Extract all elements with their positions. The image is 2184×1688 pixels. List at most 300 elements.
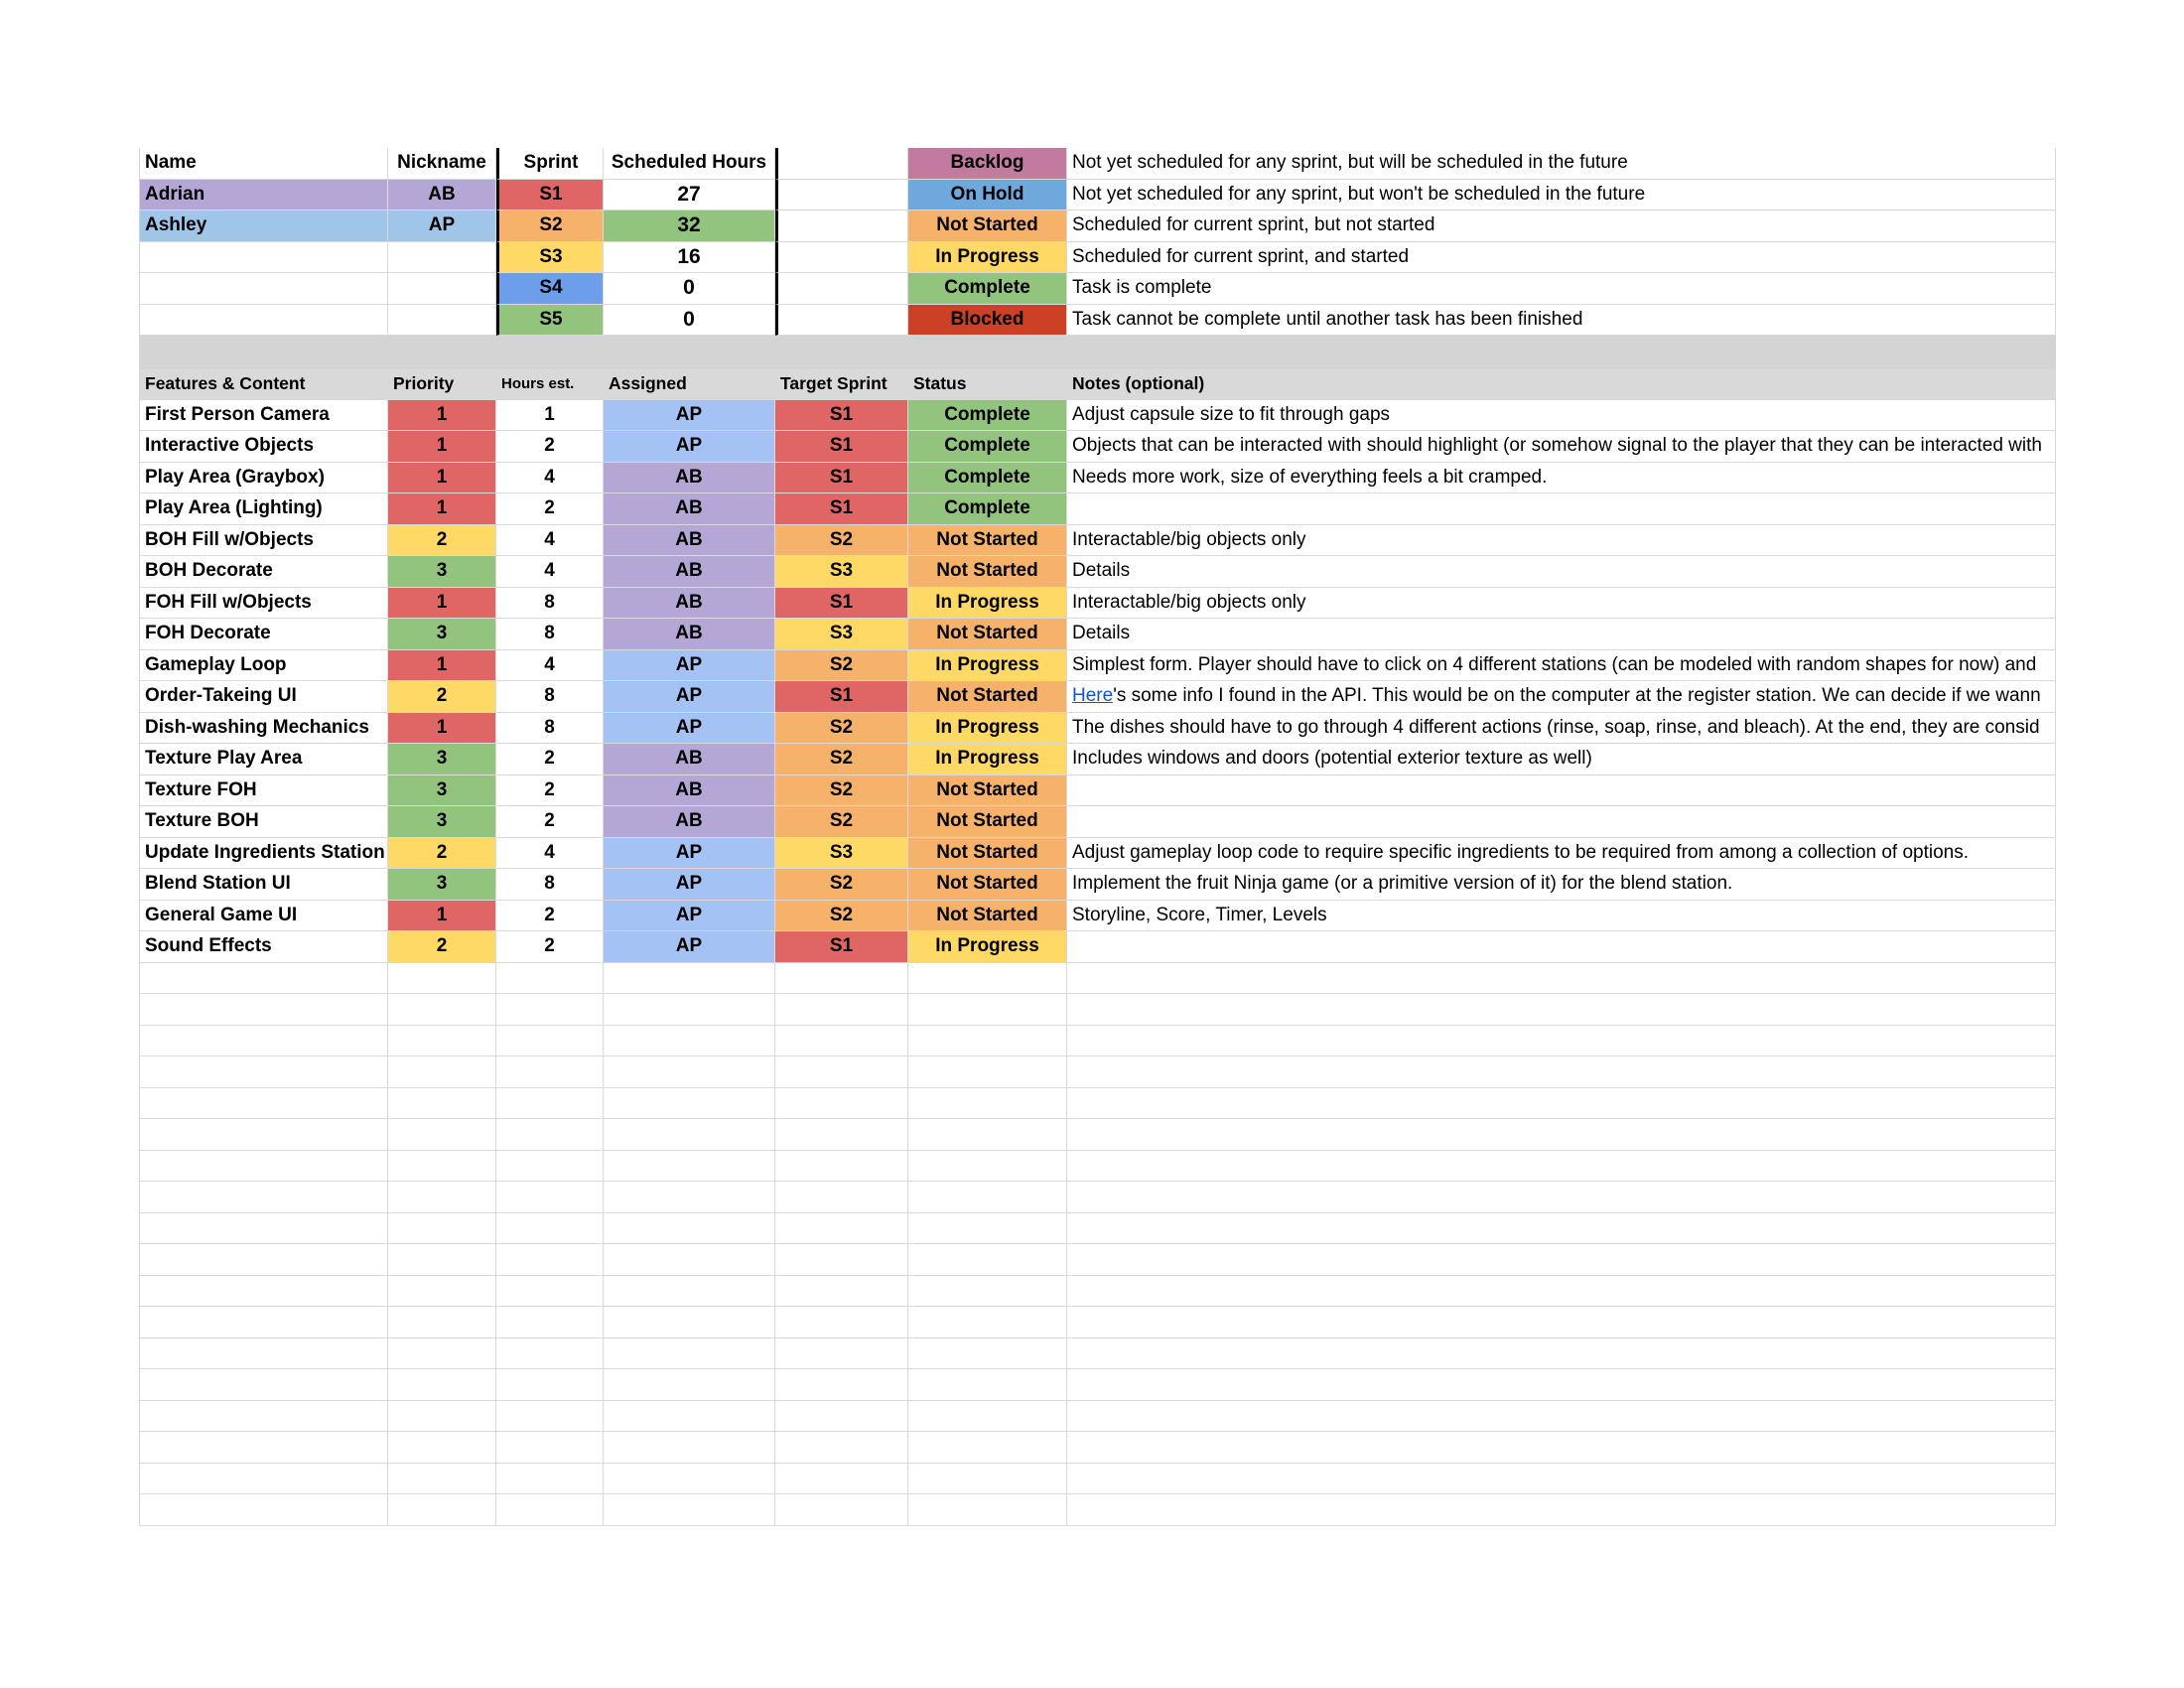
feature-name[interactable]: Texture Play Area — [140, 744, 388, 775]
empty-cell[interactable] — [496, 1432, 604, 1464]
status-header[interactable]: Status — [908, 368, 1067, 400]
legend-description[interactable]: Task cannot be complete until another task has been finished — [1067, 305, 2056, 337]
empty-cell[interactable] — [1067, 1182, 2056, 1213]
empty-cell[interactable] — [908, 1494, 1067, 1526]
empty-cell[interactable] — [775, 305, 908, 337]
empty-cell[interactable] — [775, 963, 908, 995]
empty-cell[interactable] — [1067, 963, 2056, 995]
empty-cell[interactable] — [1067, 1244, 2056, 1276]
hours-cell[interactable]: 2 — [496, 493, 604, 525]
empty-cell[interactable] — [388, 1338, 496, 1370]
assigned-header[interactable]: Assigned — [604, 368, 775, 400]
notes-cell[interactable]: Details — [1067, 556, 2056, 588]
empty-cell[interactable] — [908, 1119, 1067, 1151]
empty-cell[interactable] — [604, 1244, 775, 1276]
target-sprint-cell[interactable]: S2 — [775, 650, 908, 682]
status-cell[interactable]: Complete — [908, 400, 1067, 432]
priority-cell[interactable]: 3 — [388, 775, 496, 807]
empty-cell[interactable] — [908, 1338, 1067, 1370]
status-cell[interactable]: Not Started — [908, 838, 1067, 870]
legend-description[interactable]: Not yet scheduled for any sprint, but won't be scheduled in the future — [1067, 180, 2056, 211]
empty-cell[interactable] — [775, 1056, 908, 1088]
empty-cell[interactable] — [1067, 1213, 2056, 1245]
notes-cell[interactable] — [1067, 806, 2056, 838]
scheduled-hours-header[interactable]: Scheduled Hours — [604, 148, 775, 180]
empty-cell[interactable] — [496, 994, 604, 1026]
empty-cell[interactable] — [775, 1119, 908, 1151]
empty-cell[interactable] — [140, 1213, 388, 1245]
empty-cell[interactable] — [604, 1432, 775, 1464]
empty-cell[interactable] — [775, 1244, 908, 1276]
assigned-cell[interactable]: AB — [604, 806, 775, 838]
status-cell[interactable]: Not Started — [908, 806, 1067, 838]
hours-cell[interactable]: 2 — [496, 806, 604, 838]
status-cell[interactable]: Not Started — [908, 869, 1067, 901]
notes-cell[interactable]: Objects that can be interacted with should highlight (or somehow signal to the player that they can be interacted with — [1067, 431, 2056, 463]
sprint-id[interactable]: S1 — [496, 180, 604, 211]
empty-cell[interactable] — [1067, 1151, 2056, 1183]
empty-cell[interactable] — [1067, 1307, 2056, 1338]
priority-cell[interactable]: 1 — [388, 588, 496, 620]
empty-cell[interactable] — [388, 1119, 496, 1151]
target-sprint-cell[interactable]: S3 — [775, 556, 908, 588]
feature-name[interactable]: Interactive Objects — [140, 431, 388, 463]
status-cell[interactable]: Complete — [908, 431, 1067, 463]
empty-cell[interactable] — [140, 1276, 388, 1308]
empty-cell[interactable] — [1067, 1088, 2056, 1120]
priority-cell[interactable]: 1 — [388, 713, 496, 745]
empty-cell[interactable] — [775, 1213, 908, 1245]
target-sprint-cell[interactable]: S3 — [775, 838, 908, 870]
empty-cell[interactable] — [604, 1026, 775, 1057]
notes-cell[interactable]: Adjust gameplay loop code to require specific ingredients to be required from among a collection of options. — [1067, 838, 2056, 870]
notes-cell[interactable]: Includes windows and doors (potential exterior texture as well) — [1067, 744, 2056, 775]
empty-cell[interactable] — [908, 1276, 1067, 1308]
empty-cell[interactable] — [604, 1056, 775, 1088]
legend-status[interactable]: On Hold — [908, 180, 1067, 211]
empty-cell[interactable] — [140, 1151, 388, 1183]
target-sprint-cell[interactable]: S2 — [775, 525, 908, 557]
target-sprint-cell[interactable]: S1 — [775, 431, 908, 463]
empty-cell[interactable] — [388, 1369, 496, 1401]
legend-description[interactable]: Scheduled for current sprint, and started — [1067, 242, 2056, 274]
empty-cell[interactable] — [1067, 1056, 2056, 1088]
empty-cell[interactable] — [388, 1213, 496, 1245]
empty-cell[interactable] — [388, 1494, 496, 1526]
empty-cell[interactable] — [388, 1464, 496, 1495]
hours-cell[interactable]: 8 — [496, 713, 604, 745]
assigned-cell[interactable]: AP — [604, 400, 775, 432]
name-header[interactable]: Name — [140, 148, 388, 180]
priority-cell[interactable]: 3 — [388, 619, 496, 650]
legend-description[interactable]: Scheduled for current sprint, but not started — [1067, 211, 2056, 242]
target-sprint-cell[interactable]: S2 — [775, 869, 908, 901]
empty-cell[interactable] — [496, 963, 604, 995]
priority-cell[interactable]: 3 — [388, 744, 496, 775]
notes-cell[interactable] — [1067, 681, 2056, 713]
empty-cell[interactable] — [140, 1056, 388, 1088]
empty-cell[interactable] — [908, 1182, 1067, 1213]
assigned-cell[interactable]: AB — [604, 556, 775, 588]
notes-cell[interactable]: The dishes should have to go through 4 different actions (rinse, soap, rinse, and bleach). At the end, they are consid — [1067, 713, 2056, 745]
empty-cell[interactable] — [908, 1151, 1067, 1183]
empty-cell[interactable] — [496, 1119, 604, 1151]
empty-cell[interactable] — [775, 1182, 908, 1213]
notes-cell[interactable]: Interactable/big objects only — [1067, 588, 2056, 620]
feature-name[interactable]: BOH Fill w/Objects — [140, 525, 388, 557]
target-sprint-header[interactable]: Target Sprint — [775, 368, 908, 400]
empty-cell[interactable] — [388, 963, 496, 995]
empty-cell[interactable] — [140, 273, 388, 305]
hours-cell[interactable]: 8 — [496, 588, 604, 620]
empty-cell[interactable] — [604, 1464, 775, 1495]
priority-cell[interactable]: 1 — [388, 431, 496, 463]
status-cell[interactable]: Not Started — [908, 901, 1067, 932]
sprint-id[interactable]: S2 — [496, 211, 604, 242]
sprint-id[interactable]: S5 — [496, 305, 604, 337]
priority-cell[interactable]: 2 — [388, 525, 496, 557]
notes-cell[interactable]: Implement the fruit Ninja game (or a primitive version of it) for the blend station. — [1067, 869, 2056, 901]
priority-cell[interactable]: 1 — [388, 650, 496, 682]
empty-cell[interactable] — [775, 1307, 908, 1338]
status-cell[interactable]: Not Started — [908, 681, 1067, 713]
assigned-cell[interactable]: AP — [604, 713, 775, 745]
notes-cell[interactable]: Simplest form. Player should have to click on 4 different stations (can be modeled with random shapes for now) and — [1067, 650, 2056, 682]
target-sprint-cell[interactable]: S1 — [775, 931, 908, 963]
empty-cell[interactable] — [604, 1494, 775, 1526]
empty-cell[interactable] — [604, 1119, 775, 1151]
empty-cell[interactable] — [388, 1401, 496, 1433]
assigned-cell[interactable]: AB — [604, 463, 775, 494]
feature-name[interactable]: Update Ingredients Station — [140, 838, 388, 870]
empty-cell[interactable] — [140, 1244, 388, 1276]
assigned-cell[interactable]: AP — [604, 869, 775, 901]
empty-cell[interactable] — [908, 1244, 1067, 1276]
priority-cell[interactable]: 1 — [388, 901, 496, 932]
target-sprint-cell[interactable]: S2 — [775, 806, 908, 838]
empty-cell[interactable] — [1067, 1401, 2056, 1433]
feature-name[interactable]: Gameplay Loop — [140, 650, 388, 682]
empty-cell[interactable] — [140, 1026, 388, 1057]
status-cell[interactable]: In Progress — [908, 588, 1067, 620]
empty-cell[interactable] — [604, 1182, 775, 1213]
assigned-cell[interactable]: AP — [604, 681, 775, 713]
empty-cell[interactable] — [775, 242, 908, 274]
status-cell[interactable]: Not Started — [908, 775, 1067, 807]
feature-name[interactable]: Blend Station UI — [140, 869, 388, 901]
empty-cell[interactable] — [140, 1494, 388, 1526]
empty-cell[interactable] — [496, 1464, 604, 1495]
empty-cell[interactable] — [388, 1056, 496, 1088]
empty-cell[interactable] — [140, 242, 388, 274]
empty-cell[interactable] — [140, 1338, 388, 1370]
feature-name[interactable]: Dish-washing Mechanics — [140, 713, 388, 745]
nickname-header[interactable]: Nickname — [388, 148, 496, 180]
empty-cell[interactable] — [775, 1494, 908, 1526]
empty-cell[interactable] — [140, 1088, 388, 1120]
feature-name[interactable]: General Game UI — [140, 901, 388, 932]
hours-cell[interactable]: 2 — [496, 931, 604, 963]
status-cell[interactable]: In Progress — [908, 744, 1067, 775]
empty-cell[interactable] — [775, 1432, 908, 1464]
empty-cell[interactable] — [140, 1119, 388, 1151]
empty-cell[interactable] — [496, 1182, 604, 1213]
empty-cell[interactable] — [140, 1307, 388, 1338]
empty-cell[interactable] — [496, 1056, 604, 1088]
empty-cell[interactable] — [775, 148, 908, 180]
notes-cell[interactable]: Details — [1067, 619, 2056, 650]
sprint-hours[interactable]: 0 — [604, 305, 775, 337]
target-sprint-cell[interactable]: S3 — [775, 619, 908, 650]
target-sprint-cell[interactable]: S2 — [775, 713, 908, 745]
target-sprint-cell[interactable]: S1 — [775, 588, 908, 620]
assigned-cell[interactable]: AP — [604, 431, 775, 463]
empty-cell[interactable] — [388, 1026, 496, 1057]
empty-cell[interactable] — [1067, 1276, 2056, 1308]
empty-cell[interactable] — [908, 994, 1067, 1026]
empty-cell[interactable] — [388, 1276, 496, 1308]
hours-cell[interactable]: 2 — [496, 744, 604, 775]
empty-cell[interactable] — [140, 1432, 388, 1464]
feature-name[interactable]: Sound Effects — [140, 931, 388, 963]
status-cell[interactable]: Not Started — [908, 556, 1067, 588]
empty-cell[interactable] — [1067, 1338, 2056, 1370]
priority-cell[interactable]: 3 — [388, 869, 496, 901]
priority-cell[interactable]: 1 — [388, 493, 496, 525]
feature-name[interactable]: First Person Camera — [140, 400, 388, 432]
person-nickname[interactable]: AB — [388, 180, 496, 211]
hours-cell[interactable]: 2 — [496, 431, 604, 463]
hours-est-header[interactable]: Hours est. — [496, 368, 604, 400]
status-cell[interactable]: Complete — [908, 463, 1067, 494]
empty-cell[interactable] — [388, 273, 496, 305]
feature-name[interactable]: Order-Takeing UI — [140, 681, 388, 713]
empty-cell[interactable] — [140, 1369, 388, 1401]
empty-cell[interactable] — [496, 1369, 604, 1401]
priority-header[interactable]: Priority — [388, 368, 496, 400]
empty-cell[interactable] — [496, 1494, 604, 1526]
legend-status[interactable]: Complete — [908, 273, 1067, 305]
hours-cell[interactable]: 4 — [496, 556, 604, 588]
empty-cell[interactable] — [775, 1026, 908, 1057]
notes-cell[interactable]: Adjust capsule size to fit through gaps — [1067, 400, 2056, 432]
empty-cell[interactable] — [388, 1432, 496, 1464]
notes-cell[interactable] — [1067, 493, 2056, 525]
empty-cell[interactable] — [604, 1369, 775, 1401]
status-cell[interactable]: In Progress — [908, 931, 1067, 963]
assigned-cell[interactable]: AP — [604, 931, 775, 963]
assigned-cell[interactable]: AB — [604, 588, 775, 620]
status-cell[interactable]: Not Started — [908, 525, 1067, 557]
person-nickname[interactable]: AP — [388, 211, 496, 242]
legend-status[interactable]: Blocked — [908, 305, 1067, 337]
empty-cell[interactable] — [908, 963, 1067, 995]
legend-status[interactable]: In Progress — [908, 242, 1067, 274]
notes-cell[interactable]: Storyline, Score, Timer, Levels — [1067, 901, 2056, 932]
empty-cell[interactable] — [1067, 1464, 2056, 1495]
assigned-cell[interactable]: AB — [604, 744, 775, 775]
empty-cell[interactable] — [1067, 1369, 2056, 1401]
priority-cell[interactable]: 2 — [388, 931, 496, 963]
legend-status[interactable]: Backlog — [908, 148, 1067, 180]
hours-cell[interactable]: 4 — [496, 650, 604, 682]
hours-cell[interactable]: 1 — [496, 400, 604, 432]
hours-cell[interactable]: 8 — [496, 619, 604, 650]
target-sprint-cell[interactable]: S2 — [775, 744, 908, 775]
empty-cell[interactable] — [908, 1213, 1067, 1245]
person-name[interactable]: Adrian — [140, 180, 388, 211]
feature-name[interactable]: Play Area (Graybox) — [140, 463, 388, 494]
empty-cell[interactable] — [908, 1464, 1067, 1495]
empty-cell[interactable] — [775, 1276, 908, 1308]
api-info-link[interactable]: Here — [1072, 685, 1114, 707]
empty-cell[interactable] — [775, 211, 908, 242]
legend-status[interactable]: Not Started — [908, 211, 1067, 242]
empty-cell[interactable] — [388, 994, 496, 1026]
sprint-header[interactable]: Sprint — [496, 148, 604, 180]
empty-cell[interactable] — [496, 1026, 604, 1057]
assigned-cell[interactable]: AB — [604, 525, 775, 557]
hours-cell[interactable]: 2 — [496, 775, 604, 807]
empty-cell[interactable] — [775, 994, 908, 1026]
features-header[interactable]: Features & Content — [140, 368, 388, 400]
empty-cell[interactable] — [140, 1401, 388, 1433]
empty-cell[interactable] — [908, 1088, 1067, 1120]
empty-cell[interactable] — [388, 1182, 496, 1213]
empty-cell[interactable] — [140, 1464, 388, 1495]
empty-cell[interactable] — [496, 1307, 604, 1338]
assigned-cell[interactable]: AB — [604, 775, 775, 807]
notes-cell[interactable] — [1067, 931, 2056, 963]
empty-cell[interactable] — [604, 1276, 775, 1308]
status-cell[interactable]: Complete — [908, 493, 1067, 525]
empty-cell[interactable] — [604, 1151, 775, 1183]
empty-cell[interactable] — [775, 1401, 908, 1433]
empty-cell[interactable] — [775, 1464, 908, 1495]
assigned-cell[interactable]: AP — [604, 901, 775, 932]
empty-cell[interactable] — [388, 1151, 496, 1183]
empty-cell[interactable] — [496, 1338, 604, 1370]
target-sprint-cell[interactable]: S1 — [775, 400, 908, 432]
priority-cell[interactable]: 1 — [388, 463, 496, 494]
priority-cell[interactable]: 3 — [388, 806, 496, 838]
assigned-cell[interactable]: AP — [604, 838, 775, 870]
empty-cell[interactable] — [604, 1213, 775, 1245]
empty-cell[interactable] — [140, 305, 388, 337]
feature-name[interactable]: Texture BOH — [140, 806, 388, 838]
assigned-cell[interactable]: AB — [604, 493, 775, 525]
empty-cell[interactable] — [496, 1244, 604, 1276]
empty-cell[interactable] — [140, 994, 388, 1026]
empty-cell[interactable] — [496, 1213, 604, 1245]
empty-cell[interactable] — [908, 1056, 1067, 1088]
person-name[interactable]: Ashley — [140, 211, 388, 242]
assigned-cell[interactable]: AP — [604, 650, 775, 682]
sprint-id[interactable]: S4 — [496, 273, 604, 305]
empty-cell[interactable] — [388, 1244, 496, 1276]
feature-name[interactable]: FOH Fill w/Objects — [140, 588, 388, 620]
empty-cell[interactable] — [775, 273, 908, 305]
hours-cell[interactable]: 4 — [496, 838, 604, 870]
empty-cell[interactable] — [1067, 1119, 2056, 1151]
hours-cell[interactable]: 2 — [496, 901, 604, 932]
status-cell[interactable]: Not Started — [908, 619, 1067, 650]
empty-cell[interactable] — [1067, 1432, 2056, 1464]
hours-cell[interactable]: 4 — [496, 463, 604, 494]
empty-cell[interactable] — [604, 994, 775, 1026]
target-sprint-cell[interactable]: S2 — [775, 775, 908, 807]
empty-cell[interactable] — [775, 1088, 908, 1120]
empty-cell[interactable] — [496, 1151, 604, 1183]
notes-cell[interactable]: Interactable/big objects only — [1067, 525, 2056, 557]
feature-name[interactable]: Texture FOH — [140, 775, 388, 807]
empty-cell[interactable] — [496, 1401, 604, 1433]
empty-cell[interactable] — [1067, 994, 2056, 1026]
sprint-hours[interactable]: 27 — [604, 180, 775, 211]
target-sprint-cell[interactable]: S1 — [775, 493, 908, 525]
empty-cell[interactable] — [908, 1401, 1067, 1433]
empty-cell[interactable] — [140, 963, 388, 995]
empty-cell[interactable] — [1067, 1026, 2056, 1057]
hours-cell[interactable]: 4 — [496, 525, 604, 557]
feature-name[interactable]: FOH Decorate — [140, 619, 388, 650]
empty-cell[interactable] — [388, 1307, 496, 1338]
sprint-hours[interactable]: 32 — [604, 211, 775, 242]
empty-cell[interactable] — [604, 1401, 775, 1433]
empty-cell[interactable] — [1067, 1494, 2056, 1526]
empty-cell[interactable] — [908, 1432, 1067, 1464]
empty-cell[interactable] — [775, 1338, 908, 1370]
empty-cell[interactable] — [140, 1182, 388, 1213]
empty-cell[interactable] — [388, 1088, 496, 1120]
priority-cell[interactable]: 1 — [388, 400, 496, 432]
empty-cell[interactable] — [496, 1088, 604, 1120]
feature-name[interactable]: Play Area (Lighting) — [140, 493, 388, 525]
priority-cell[interactable]: 3 — [388, 556, 496, 588]
empty-cell[interactable] — [604, 963, 775, 995]
assigned-cell[interactable]: AB — [604, 619, 775, 650]
notes-header[interactable]: Notes (optional) — [1067, 368, 2056, 400]
status-cell[interactable]: In Progress — [908, 650, 1067, 682]
feature-name[interactable]: BOH Decorate — [140, 556, 388, 588]
sprint-id[interactable]: S3 — [496, 242, 604, 274]
empty-cell[interactable] — [775, 180, 908, 211]
empty-cell[interactable] — [388, 305, 496, 337]
empty-cell[interactable] — [775, 1151, 908, 1183]
empty-cell[interactable] — [604, 1307, 775, 1338]
empty-cell[interactable] — [496, 1276, 604, 1308]
status-cell[interactable]: In Progress — [908, 713, 1067, 745]
empty-cell[interactable] — [908, 1026, 1067, 1057]
priority-cell[interactable]: 2 — [388, 838, 496, 870]
empty-cell[interactable] — [604, 1338, 775, 1370]
priority-cell[interactable]: 2 — [388, 681, 496, 713]
empty-cell[interactable] — [908, 1369, 1067, 1401]
notes-cell[interactable]: Needs more work, size of everything feels a bit cramped. — [1067, 463, 2056, 494]
hours-cell[interactable]: 8 — [496, 869, 604, 901]
sprint-hours[interactable]: 16 — [604, 242, 775, 274]
legend-description[interactable]: Not yet scheduled for any sprint, but will be scheduled in the future — [1067, 148, 2056, 180]
empty-cell[interactable] — [908, 1307, 1067, 1338]
target-sprint-cell[interactable]: S1 — [775, 681, 908, 713]
target-sprint-cell[interactable]: S2 — [775, 901, 908, 932]
target-sprint-cell[interactable]: S1 — [775, 463, 908, 494]
legend-description[interactable]: Task is complete — [1067, 273, 2056, 305]
empty-cell[interactable] — [388, 242, 496, 274]
hours-cell[interactable]: 8 — [496, 681, 604, 713]
empty-cell[interactable] — [775, 1369, 908, 1401]
sprint-hours[interactable]: 0 — [604, 273, 775, 305]
